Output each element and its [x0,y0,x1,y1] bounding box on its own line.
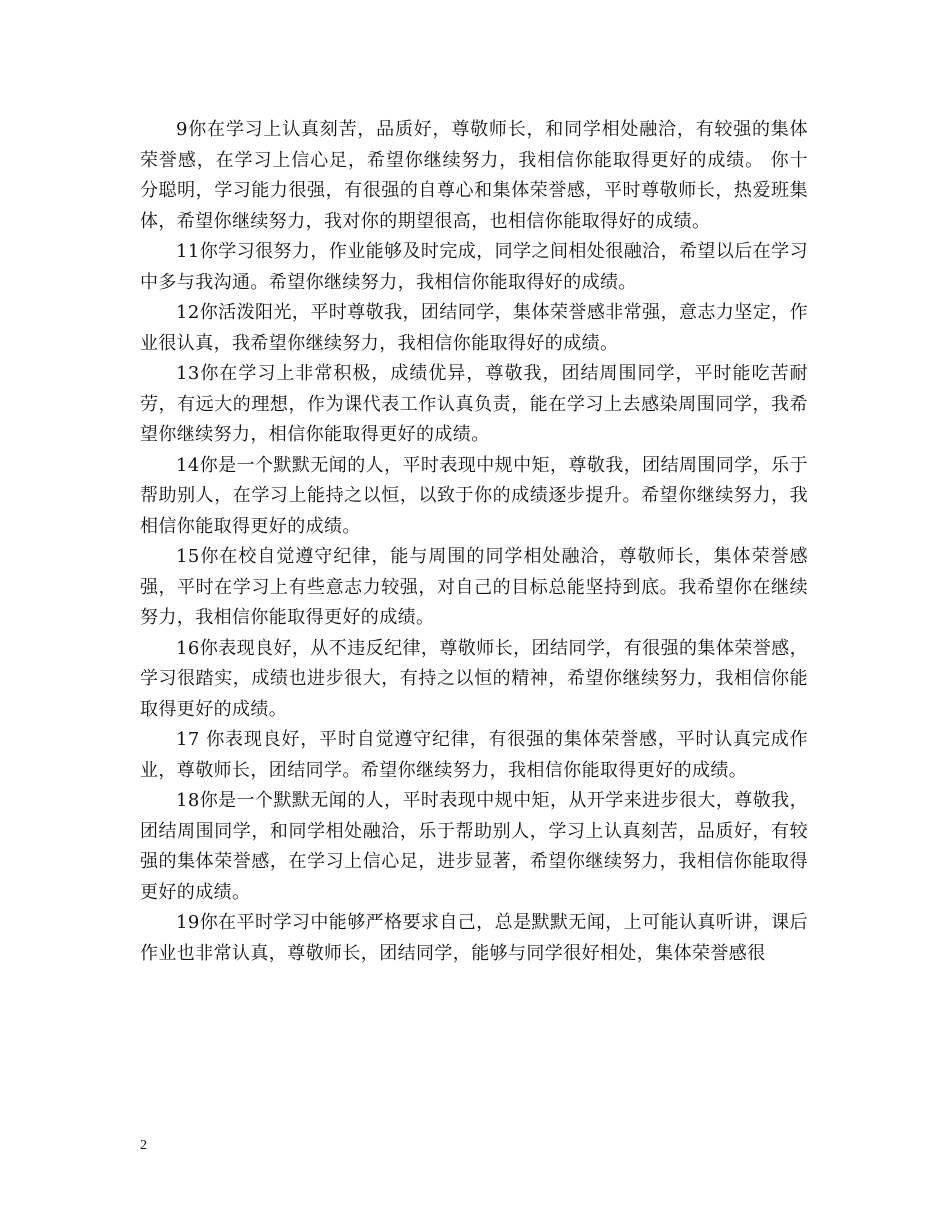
paragraph-comment-9: 9你在学习上认真刻苦，品质好，尊敬师长，和同学相处融洽，有较强的集体荣誉感，在学习上信心足，希望你继续努力，我相信你能取得更好的成绩。 你十分聪明，学习能力很强，有很强的自尊心和集体荣誉感，平时尊敬师长，热爱班集体，希望你继续努力，我对你的期望很高，也相信你能取得好的成绩。 [140,119,808,232]
paragraph-comment-13: 13你在学习上非常积极，成绩优异，尊敬我，团结周围同学，平时能吃苦耐劳，有远大的理想，作为课代表工作认真负责，能在学习上去感染周围同学，我希望你继续努力，相信你能取得更好的成绩。 [140,363,808,445]
paragraph-comment-11: 11你学习很努力，作业能够及时完成，同学之间相处很融洽，希望以后在学习中多与我沟通。希望你继续努力，我相信你能取得好的成绩。 [140,241,808,293]
paragraph-comment-18: 18你是一个默默无闻的人，平时表现中规中矩，从开学来进步很大，尊敬我，团结周围同学，和同学相处融洽，乐于帮助别人，学习上认真刻苦，品质好，有较强的集体荣誉感，在学习上信心足，进步显著，希望你继续努力，我相信你能取得更好的成绩。 [140,790,808,903]
paragraph-comment-16: 16你表现良好，从不违反纪律，尊敬师长，团结同学，有很强的集体荣誉感，学习很踏实，成绩也进步很大，有持之以恒的精神，希望你继续努力，我相信你能取得更好的成绩。 [140,637,808,720]
paragraph-comment-12: 12你活泼阳光，平时尊敬我，团结同学，集体荣誉感非常强，意志力坚定，作业很认真，我希望你继续努力，我相信你能取得好的成绩。 [140,302,808,354]
paragraph-comment-17: 17 你表现良好，平时自觉遵守纪律，有很强的集体荣誉感，平时认真完成作业，尊敬师长，团结同学。希望你继续努力，我相信你能取得更好的成绩。 [140,729,808,781]
paragraph-comment-15: 15你在校自觉遵守纪律，能与周围的同学相处融洽，尊敬师长，集体荣誉感强，平时在学习上有些意志力较强，对自己的目标总能坚持到底。我希望你在继续努力，我相信你能取得更好的成绩。 [140,546,808,628]
document-body [140,115,808,969]
paragraph-comment-19: 19你在平时学习中能够严格要求自己，总是默默无闻，上可能认真听讲，课后作业也非常认真，尊敬师长，团结同学，能够与同学很好相处，集体荣誉感很 [140,912,808,964]
page-number: 2 [140,1138,147,1153]
paragraph-comment-14: 14你是一个默默无闻的人，平时表现中规中矩，尊敬我，团结周围同学，乐于帮助别人，在学习上能持之以恒，以致于你的成绩逐步提升。希望你继续努力，我相信你能取得更好的成绩。 [140,454,808,537]
